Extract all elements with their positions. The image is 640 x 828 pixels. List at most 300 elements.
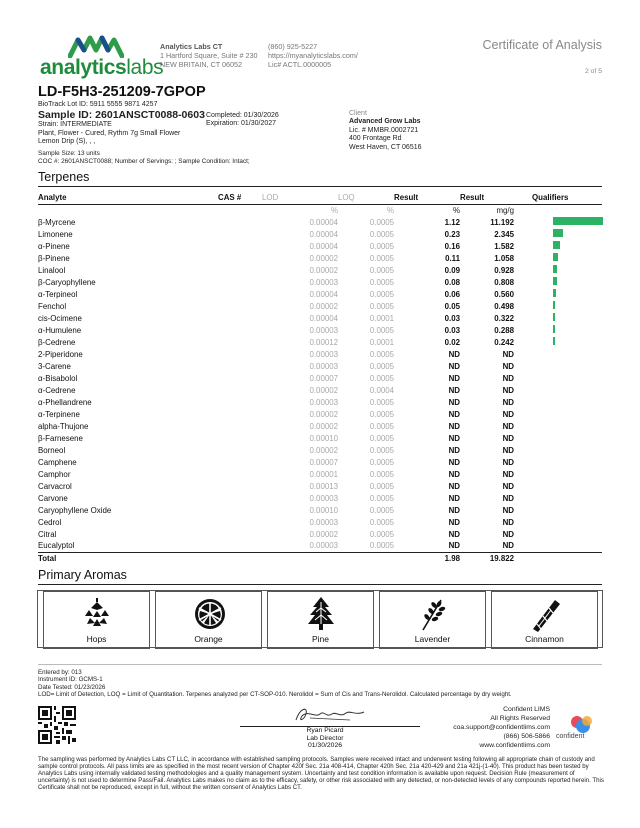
cas-cell <box>218 504 262 516</box>
result-pct-cell: ND <box>448 421 460 431</box>
result-bar <box>553 229 563 237</box>
cas-cell <box>218 324 262 336</box>
cas-cell <box>218 228 262 240</box>
loq-cell: 0.0005 <box>369 361 394 371</box>
lavender-icon <box>417 596 449 632</box>
qualifier-cell <box>514 300 602 312</box>
lod-cell: 0.00007 <box>309 373 338 383</box>
loq-cell: 0.0005 <box>369 469 394 479</box>
table-row <box>38 264 602 276</box>
cas-cell <box>218 444 262 456</box>
col-analyte: Analyte <box>38 192 218 204</box>
expiration-date: Expiration: 01/30/2027 <box>206 120 277 128</box>
analyte-cell: 2-Piperidone <box>38 349 83 359</box>
result-pct-cell: 0.08 <box>444 277 460 287</box>
result-bar <box>553 241 560 249</box>
result-pct-cell: 0.23 <box>444 229 460 239</box>
loq-cell: 0.0005 <box>369 457 394 467</box>
lab-phone: (860) 925-5227 <box>268 42 318 51</box>
aroma-label: Lavender <box>414 634 451 644</box>
analyte-cell: 3-Carene <box>38 361 71 371</box>
cas-cell <box>218 516 262 528</box>
lod-cell: 0.00003 <box>309 277 338 287</box>
logo-wordmark: analyticslabs <box>40 56 164 79</box>
signer-title: Lab Director <box>306 734 344 742</box>
page-header <box>0 0 640 80</box>
lod-cell: 0.00003 <box>309 325 338 335</box>
loq-cell: 0.0005 <box>369 541 394 551</box>
table-row <box>38 324 602 336</box>
coc-info: COC #: 2601ANSCT0088; Number of Servings: ; Sample Condition: Intact; <box>38 157 250 165</box>
result-pct-cell: 0.03 <box>444 313 460 323</box>
analyte-cell: alpha-Thujone <box>38 421 89 431</box>
result-pct-cell: 0.09 <box>444 265 460 275</box>
qualifier-cell <box>514 504 602 516</box>
lod-cell: 0.00002 <box>309 529 338 539</box>
signer-info <box>230 727 420 750</box>
result-pct-cell: ND <box>448 505 460 515</box>
lod-cell: 0.00002 <box>309 445 338 455</box>
strain: Strain: INTERMEDIATE <box>38 121 112 129</box>
table-header-row <box>38 192 602 204</box>
client-info <box>349 110 422 152</box>
table-row <box>38 408 602 420</box>
signature-block <box>230 704 420 754</box>
result-pct-cell: 0.11 <box>445 253 460 263</box>
result-mg-cell: ND <box>502 469 514 479</box>
result-pct-cell: 0.06 <box>444 289 460 299</box>
table-row <box>38 480 602 492</box>
disclaimer: The sampling was performed by Analytics Labs CT LLC, in accordance with established sampling protocols. Samples were received intact and underwent testing following all appropriate chain of custody and sample control protocols. All pass limits are as specified in the most recent version of Chapter 420f Sec. 21a 408-414, Chapter 420h Sec. 21a 420-429 and 21a 421j-(1-40). This product has been tested by Analytics Labs using internally validated testing methodologies and a quality management system. Uncertainty and test condition information is available upon request. Decision Rule (measurement of uncertainty) is not used to determine Pass/Fail. Analytics Labs makes no claim as to the efficacy, safety, or other risk associated with any detected, or non-detected levels of any compounds reported herein. This Certificate shall not be reproduced, except in full, without the written consent of Analytics Labs CT. <box>38 756 604 791</box>
qualifier-cell <box>514 360 602 372</box>
client-license: Lic. # MMBR.0002721 <box>349 126 419 134</box>
result-bar <box>553 313 555 321</box>
result-pct-cell: 0.16 <box>444 241 460 251</box>
lod-cell: 0.00002 <box>309 409 338 419</box>
qualifier-cell <box>514 264 602 276</box>
analyte-cell: α-Terpineol <box>38 289 78 299</box>
lod-cell: 0.00003 <box>309 493 338 503</box>
loq-cell: 0.0005 <box>369 241 394 251</box>
aroma-label: Hops <box>86 634 107 644</box>
lod-cell: 0.00004 <box>309 229 338 239</box>
qualifier-cell <box>514 312 602 324</box>
lod-cell: 0.00002 <box>309 301 338 311</box>
total-loq <box>338 552 394 564</box>
signer-name: Ryan Picard <box>306 727 344 734</box>
table-row <box>38 420 602 432</box>
cas-cell <box>218 540 262 552</box>
loq-cell: 0.0005 <box>369 409 394 419</box>
result-mg-cell: 1.582 <box>494 241 514 251</box>
result-mg-cell: 0.242 <box>494 337 514 347</box>
result-bar <box>553 301 555 309</box>
analyte-cell: Fenchol <box>38 301 67 311</box>
section-divider <box>38 186 602 187</box>
result-pct-cell: ND <box>448 373 460 383</box>
loq-cell: 0.0005 <box>369 277 394 287</box>
lims-email[interactable]: coa.support@confidentlims.com <box>453 724 550 731</box>
unit-result-mg: mg/g <box>496 205 514 215</box>
loq-cell: 0.0005 <box>369 481 394 491</box>
cas-cell <box>218 216 262 228</box>
loq-cell: 0.0004 <box>369 385 394 395</box>
result-bar <box>553 289 556 297</box>
loq-cell: 0.0005 <box>369 433 394 443</box>
col-result-pct: Result <box>394 192 460 204</box>
result-mg-cell: 0.322 <box>494 313 514 323</box>
result-mg-cell: ND <box>502 349 514 359</box>
sample-id: Sample ID: 2601ANSCT0088-0603 <box>38 109 205 122</box>
analyte-cell: Linalool <box>38 265 66 275</box>
biotrack-lot-id: BioTrack Lot ID: 5911 5555 9871 4257 <box>38 101 158 108</box>
result-bar <box>553 265 557 273</box>
analyte-cell: cis-Ocimene <box>38 313 82 323</box>
loq-cell: 0.0005 <box>369 421 394 431</box>
cas-cell <box>218 408 262 420</box>
result-mg-cell: ND <box>502 361 514 371</box>
col-qualifiers: Qualifiers <box>514 192 602 204</box>
analyte-cell: Carvacrol <box>38 481 72 491</box>
aroma-card <box>491 591 598 649</box>
result-mg-cell: 0.928 <box>494 265 514 275</box>
lod-cell: 0.00003 <box>309 541 338 551</box>
qualifier-cell <box>514 540 602 552</box>
lod-cell: 0.00003 <box>309 517 338 527</box>
cas-cell <box>218 480 262 492</box>
qualifier-cell <box>514 348 602 360</box>
qualifier-cell <box>514 516 602 528</box>
loq-cell: 0.0005 <box>369 529 394 539</box>
sample-size: Sample Size: 13 units <box>38 150 100 157</box>
lod-cell: 0.00003 <box>309 361 338 371</box>
total-qual <box>514 552 602 564</box>
result-pct-cell: ND <box>448 445 460 455</box>
result-pct-cell: ND <box>448 469 460 479</box>
lod-cell: 0.00010 <box>309 505 338 515</box>
analyte-cell: β-Myrcene <box>38 217 76 227</box>
terpenes-table-body <box>38 204 602 564</box>
table-row <box>38 336 602 348</box>
page-number: 2 of 5 <box>584 68 602 75</box>
result-mg-cell: ND <box>502 397 514 407</box>
analyte-cell: β-Farnesene <box>38 433 83 443</box>
pine-tree-icon <box>305 596 337 632</box>
qualifier-cell <box>514 276 602 288</box>
result-mg-cell: 11.192 <box>490 217 514 227</box>
lod-cell: 0.00013 <box>309 481 338 491</box>
loq-cell: 0.0005 <box>369 265 394 275</box>
table-row <box>38 228 602 240</box>
result-mg-cell: ND <box>502 433 514 443</box>
lab-website-link[interactable]: https://myanalyticslabs.com/ <box>268 51 358 60</box>
lod-cell: 0.00012 <box>309 337 338 347</box>
lod-cell: 0.00002 <box>309 265 338 275</box>
cas-cell <box>218 492 262 504</box>
result-mg-cell: ND <box>502 493 514 503</box>
result-pct-cell: ND <box>448 433 460 443</box>
units-row <box>38 204 602 216</box>
aroma-label: Orange <box>194 634 223 644</box>
col-cas: CAS # <box>218 192 262 204</box>
terpenes-section-title: Terpenes <box>38 170 90 184</box>
cas-cell <box>218 456 262 468</box>
instrument-id: Instrument ID: GCMS-1 <box>38 676 103 684</box>
lab-address-line-2: NEW BRITAIN, CT 06052 <box>160 60 243 69</box>
analyte-cell: α-Terpinene <box>38 409 80 419</box>
signature-date: 01/30/2026 <box>307 742 343 749</box>
lod-cell: 0.00004 <box>309 217 338 227</box>
qualifier-cell <box>514 420 602 432</box>
client-label: Client <box>349 110 367 117</box>
cas-cell <box>218 264 262 276</box>
qualifier-cell <box>514 528 602 540</box>
unit-loq: % <box>386 205 394 215</box>
test-notes <box>38 669 512 699</box>
result-pct-cell: ND <box>448 361 460 371</box>
qualifier-cell <box>514 372 602 384</box>
date-tested: Date Tested: 01/23/2026 <box>38 683 106 691</box>
result-mg-cell: 0.288 <box>494 325 514 335</box>
qualifier-cell <box>514 252 602 264</box>
cinnamon-icon <box>529 596 563 632</box>
result-mg-cell: ND <box>502 373 514 383</box>
aromas-panel <box>37 590 603 648</box>
lab-license: Lic# ACTL.0000005 <box>268 60 332 69</box>
total-pct: 1.98 <box>394 552 460 564</box>
result-mg-cell: ND <box>502 457 514 467</box>
analyte-cell: Carvone <box>38 493 68 503</box>
result-bar <box>553 277 557 285</box>
table-row <box>38 492 602 504</box>
table-row <box>38 276 602 288</box>
cas-cell <box>218 420 262 432</box>
analyte-cell: β-Pinene <box>38 253 70 263</box>
aroma-card <box>379 591 486 649</box>
cas-cell <box>218 288 262 300</box>
result-pct-cell: ND <box>448 385 460 395</box>
result-bar <box>553 217 603 225</box>
loq-cell: 0.0005 <box>369 445 394 455</box>
analyte-cell: Caryophyllene Oxide <box>38 505 112 515</box>
result-pct-cell: ND <box>448 517 460 527</box>
lims-rights: All Rights Reserved <box>490 715 550 722</box>
result-bar <box>553 337 555 345</box>
cas-cell <box>218 240 262 252</box>
document-title: Certificate of Analysis <box>482 38 602 52</box>
table-row <box>38 360 602 372</box>
total-cas <box>218 552 262 564</box>
table-row <box>38 312 602 324</box>
lod-cell: 0.00002 <box>309 253 338 263</box>
notes-divider <box>38 664 602 665</box>
analyte-cell: β-Caryophyllene <box>38 277 96 287</box>
cas-cell <box>218 432 262 444</box>
loq-cell: 0.0005 <box>369 517 394 527</box>
analyte-cell: α-Humulene <box>38 325 82 335</box>
result-mg-cell: ND <box>502 529 514 539</box>
table-row <box>38 372 602 384</box>
table-row <box>38 288 602 300</box>
lims-phone: (866) 506-5866 <box>503 733 550 740</box>
aroma-card <box>267 591 374 649</box>
result-pct-cell: 0.03 <box>444 325 460 335</box>
result-pct-cell: ND <box>448 397 460 407</box>
qualifier-cell <box>514 456 602 468</box>
lod-cell: 0.00002 <box>309 421 338 431</box>
qualifier-cell <box>514 492 602 504</box>
lod-cell: 0.00010 <box>309 433 338 443</box>
client-city: West Haven, CT 06516 <box>349 143 422 151</box>
qualifier-cell <box>514 384 602 396</box>
loq-cell: 0.0005 <box>369 349 394 359</box>
lod-cell: 0.00001 <box>309 469 338 479</box>
product-description-2: Lemon Drip (S), , , <box>38 138 96 146</box>
table-row <box>38 504 602 516</box>
lims-site[interactable]: www.confidentlims.com <box>479 742 550 749</box>
result-mg-cell: 0.498 <box>494 301 514 311</box>
cas-cell <box>218 252 262 264</box>
result-mg-cell: ND <box>502 541 514 551</box>
result-mg-cell: 1.058 <box>494 253 514 263</box>
lod-cell: 0.00007 <box>309 457 338 467</box>
table-row <box>38 348 602 360</box>
logo-mark-icon <box>68 34 124 58</box>
table-row <box>38 240 602 252</box>
table-row <box>38 396 602 408</box>
qualifier-cell <box>514 396 602 408</box>
table-row <box>38 528 602 540</box>
loq-cell: 0.0005 <box>369 325 394 335</box>
col-lod: LOD <box>262 192 338 204</box>
lims-info <box>453 705 550 750</box>
aromas-divider <box>38 584 602 585</box>
aromas-section-title: Primary Aromas <box>38 568 127 582</box>
loq-cell: 0.0005 <box>369 397 394 407</box>
loq-cell: 0.0001 <box>369 313 394 323</box>
cas-cell <box>218 396 262 408</box>
lab-address <box>160 42 258 69</box>
lims-name: Confident LIMS <box>503 706 550 713</box>
result-mg-cell: ND <box>502 385 514 395</box>
lod-cell: 0.00004 <box>309 289 338 299</box>
total-label: Total <box>38 552 218 564</box>
result-mg-cell: 0.808 <box>494 277 514 287</box>
result-pct-cell: ND <box>448 529 460 539</box>
sample-meta-2 <box>38 150 250 166</box>
aroma-label: Pine <box>311 634 329 644</box>
result-mg-cell: ND <box>502 445 514 455</box>
aroma-label: Cinnamon <box>525 634 564 644</box>
lab-contact <box>268 42 358 69</box>
analyte-cell: α-Phellandrene <box>38 397 92 407</box>
loq-cell: 0.0005 <box>369 229 394 239</box>
cas-cell <box>218 468 262 480</box>
lod-cell: 0.00002 <box>309 385 338 395</box>
qr-code-icon[interactable] <box>38 706 76 744</box>
loq-cell: 0.0005 <box>369 493 394 503</box>
aroma-card <box>43 591 150 649</box>
lod-cell: 0.00003 <box>309 349 338 359</box>
lod-note: LOD= Limit of Detection, LOQ = Limit of Quantitation. Terpenes analyzed per CT-SOP-010. Nerolidol = Sum of Cis and Trans-Nerolidol. Calculated percentage by dry weight. <box>38 691 512 699</box>
terpenes-table <box>38 192 602 564</box>
result-pct-cell: ND <box>448 457 460 467</box>
analyte-cell: Camphene <box>38 457 77 467</box>
analyte-cell: α-Cedrene <box>38 385 76 395</box>
table-row <box>38 432 602 444</box>
lod-cell: 0.00004 <box>309 313 338 323</box>
loq-cell: 0.0005 <box>369 217 394 227</box>
cas-cell <box>218 384 262 396</box>
hops-icon <box>81 596 113 632</box>
completed-date: Completed: 01/30/2026 <box>206 112 279 119</box>
result-mg-cell: 2.345 <box>494 229 514 239</box>
lab-name: Analytics Labs CT <box>160 42 223 51</box>
analyte-cell: Cedrol <box>38 517 62 527</box>
loq-cell: 0.0005 <box>369 289 394 299</box>
analyte-cell: Borneol <box>38 445 66 455</box>
aroma-card <box>155 591 262 649</box>
qualifier-cell <box>514 444 602 456</box>
client-street: 400 Frontage Rd <box>349 135 402 143</box>
loq-cell: 0.0005 <box>369 373 394 383</box>
table-row <box>38 516 602 528</box>
cas-cell <box>218 336 262 348</box>
cas-cell <box>218 528 262 540</box>
cas-cell <box>218 276 262 288</box>
cas-cell <box>218 360 262 372</box>
table-row <box>38 540 602 552</box>
qualifier-cell <box>514 432 602 444</box>
lod-cell: 0.00004 <box>309 241 338 251</box>
col-loq: LOQ <box>338 192 394 204</box>
confident-logo-text: confident <box>556 733 585 740</box>
table-row <box>38 444 602 456</box>
analyte-cell: Citral <box>38 529 57 539</box>
table-row <box>38 252 602 264</box>
analyte-cell: α-Bisabolol <box>38 373 78 383</box>
result-pct-cell: 0.02 <box>444 337 460 347</box>
analyte-cell: Limonene <box>38 229 73 239</box>
result-mg-cell: 0.560 <box>494 289 514 299</box>
sample-dates <box>206 112 279 129</box>
qualifier-cell <box>514 288 602 300</box>
result-mg-cell: ND <box>502 505 514 515</box>
result-pct-cell: ND <box>448 493 460 503</box>
sample-title: LD-F5H3-251209-7GPOP <box>38 84 206 100</box>
cas-cell <box>218 372 262 384</box>
unit-lod: % <box>330 205 338 215</box>
total-lod <box>262 552 338 564</box>
result-mg-cell: ND <box>502 517 514 527</box>
analyte-cell: β-Cedrene <box>38 337 76 347</box>
result-mg-cell: ND <box>502 481 514 491</box>
total-mg: 19.822 <box>460 552 514 564</box>
qualifier-cell <box>514 480 602 492</box>
result-pct-cell: ND <box>448 409 460 419</box>
qualifier-cell <box>514 336 602 348</box>
analyte-cell: Eucalyptol <box>38 541 75 551</box>
result-pct-cell: ND <box>448 481 460 491</box>
result-bar <box>553 253 558 261</box>
table-row <box>38 456 602 468</box>
col-result-mg: Result <box>460 192 514 204</box>
result-mg-cell: ND <box>502 409 514 419</box>
lod-cell: 0.00003 <box>309 397 338 407</box>
table-row <box>38 384 602 396</box>
loq-cell: 0.0005 <box>369 253 394 263</box>
table-row <box>38 300 602 312</box>
